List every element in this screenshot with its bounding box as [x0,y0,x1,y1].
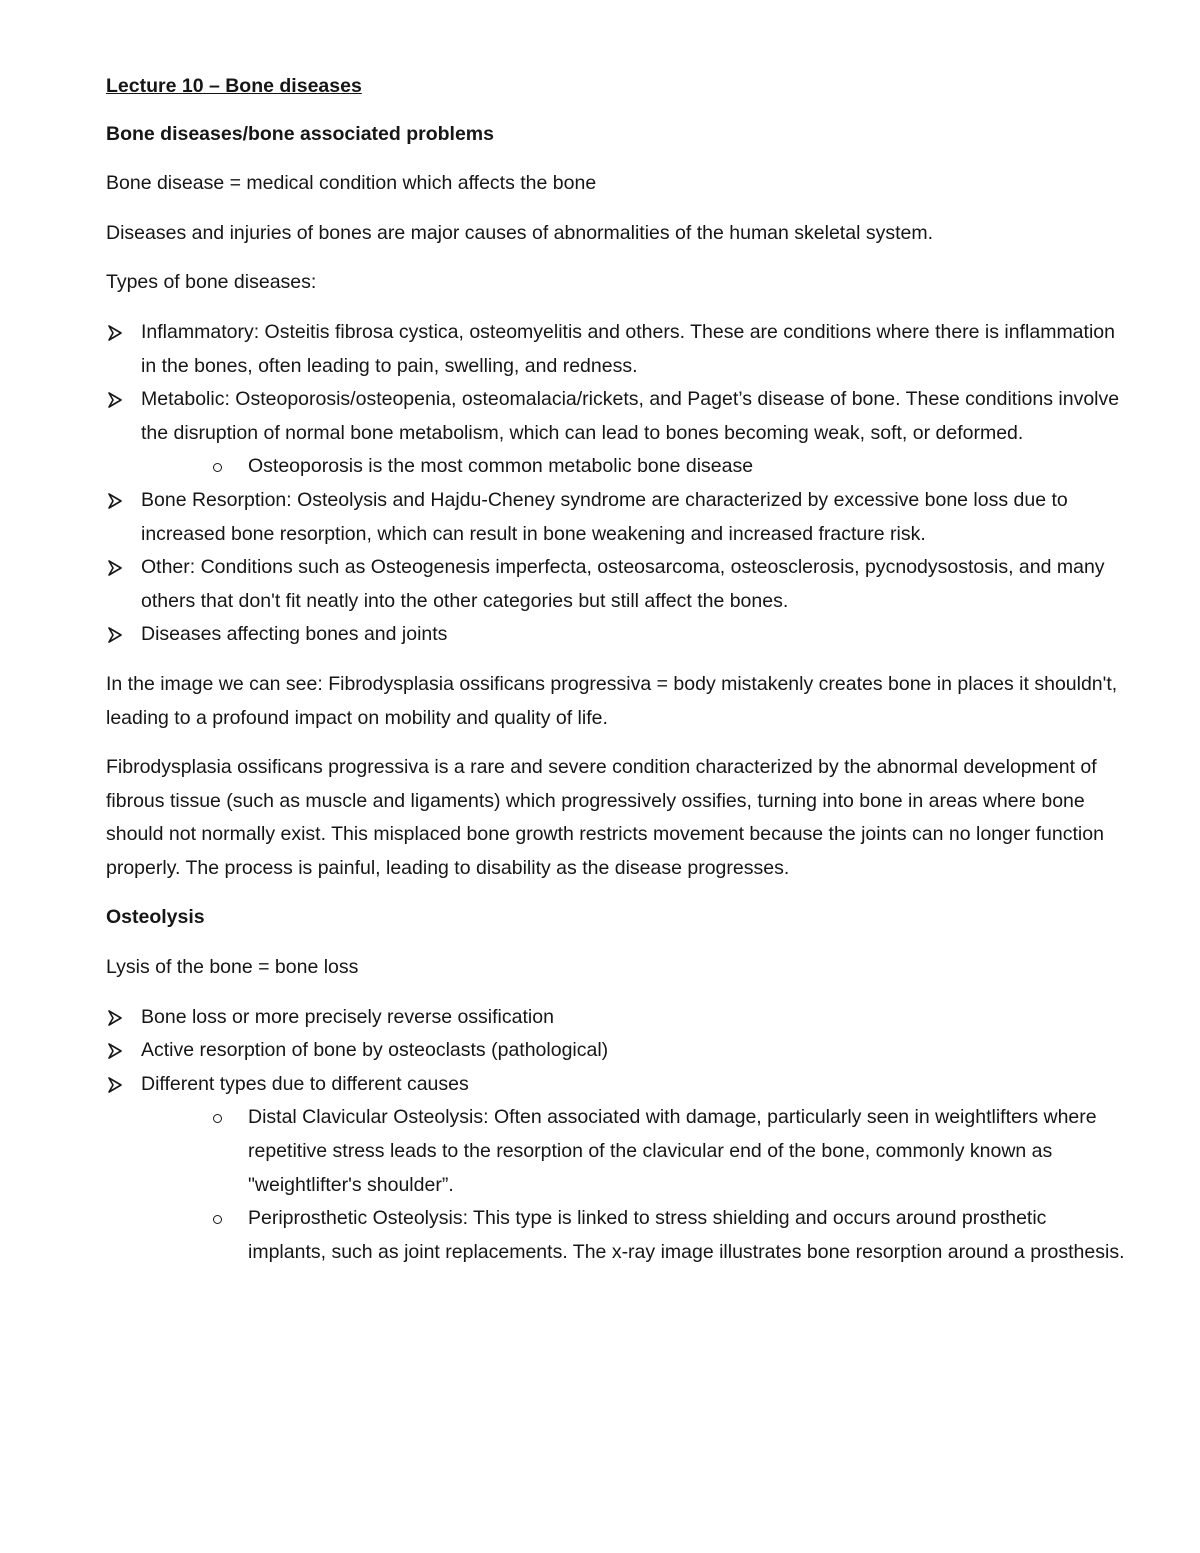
types-label: Types of bone diseases: [106,271,317,294]
arrowhead-bullet-icon [108,325,122,341]
circle-bullet-icon [213,1215,222,1224]
sub-list-item [106,450,1126,484]
metabolic-sub-list [106,450,1126,484]
list-item-text: Bone Resorption: Osteolysis and Hajdu-Cheney syndrome are characterized by excessive bone loss due to increased bone resorption, which can result in bone weakening and increased fracture risk. [141,488,1068,545]
osteolysis-types-sub-list [106,1101,1126,1269]
arrowhead-bullet-icon [108,493,122,509]
arrowhead-bullet-icon [108,392,122,408]
osteolysis-definition: Lysis of the bone = bone loss [106,956,359,979]
document-content [106,70,1126,1285]
arrowhead-bullet-icon [108,627,122,643]
sub-list-item [106,1101,1126,1202]
list-item-text: Bone loss or more precisely reverse ossification [141,1005,554,1028]
list-item [106,383,1126,484]
circle-bullet-icon [213,463,222,472]
list-item [106,551,1126,618]
section-heading-bone-diseases: Bone diseases/bone associated problems [106,122,494,145]
arrowhead-bullet-icon [108,1043,122,1059]
list-item [106,1068,1126,1270]
section-heading-osteolysis: Osteolysis [106,906,205,929]
list-item-text: Metabolic: Osteoporosis/osteopenia, osteomalacia/rickets, and Paget’s disease of bone. These conditions involve the disruption of normal bone metabolism, which can lead to bones becoming weak, soft, or deformed. [141,388,1120,444]
sub-list-item-text: Distal Clavicular Osteolysis: Often associated with damage, particularly seen in weightlifters where repetitive stress leads to the resorption of the clavicular end of the bone, commonly known as "weightlifter's shoulder”. [248,1106,1097,1196]
list-item [106,1001,1126,1035]
list-item-text: Diseases affecting bones and joints [141,623,448,646]
list-item [106,316,1126,383]
list-item-text: Inflammatory: Osteitis fibrosa cystica, osteomyelitis and others. These are conditions where there is inflammation in the bones, often leading to pain, swelling, and redness. [141,320,1115,377]
list-item [106,484,1126,551]
list-item-text: Different types due to different causes [141,1072,469,1095]
osteolysis-points-list [106,1001,1126,1270]
list-item-text: Active resorption of bone by osteoclasts (pathological) [141,1039,609,1062]
sub-list-item-text: Osteoporosis is the most common metabolic bone disease [248,455,754,478]
list-item-text: Other: Conditions such as Osteogenesis imperfecta, osteosarcoma, osteosclerosis, pycnodysostosis, and many others that don't fit neatly into the other categories but still affect the bones. [141,556,1105,612]
arrowhead-bullet-icon [108,1077,122,1093]
intro-paragraph: Diseases and injuries of bones are major causes of abnormalities of the human skeletal system. [106,221,933,244]
sub-list-item [106,1202,1126,1269]
list-item [106,618,1126,652]
arrowhead-bullet-icon [108,560,122,576]
fop-description-paragraph: Fibrodysplasia ossificans progressiva is a rare and severe condition characterized by the abnormal development of fibrous tissue (such as muscle and ligaments) which progressively ossifies, turning into bone in areas where bone should not normally exist. This misplaced bone growth restricts movement because the joints can no longer function properly. The process is painful, leading to disability as the disease progresses. [106,756,1104,879]
circle-bullet-icon [213,1114,222,1123]
arrowhead-bullet-icon [108,1010,122,1026]
sub-list-item-text: Periprosthetic Osteolysis: This type is linked to stress shielding and occurs around prosthetic implants, such as joint replacements. The x-ray image illustrates bone resorption around a prosthesis. [248,1207,1125,1263]
document-title: Lecture 10 – Bone diseases [106,75,362,97]
bone-disease-definition: Bone disease = medical condition which affects the bone [106,172,597,195]
image-note-paragraph: In the image we can see: Fibrodysplasia ossificans progressiva = body mistakenly creates bone in places it shouldn't, leading to a profound impact on mobility and quality of life. [106,672,1118,729]
list-item [106,1034,1126,1068]
bone-disease-types-list [106,316,1126,652]
